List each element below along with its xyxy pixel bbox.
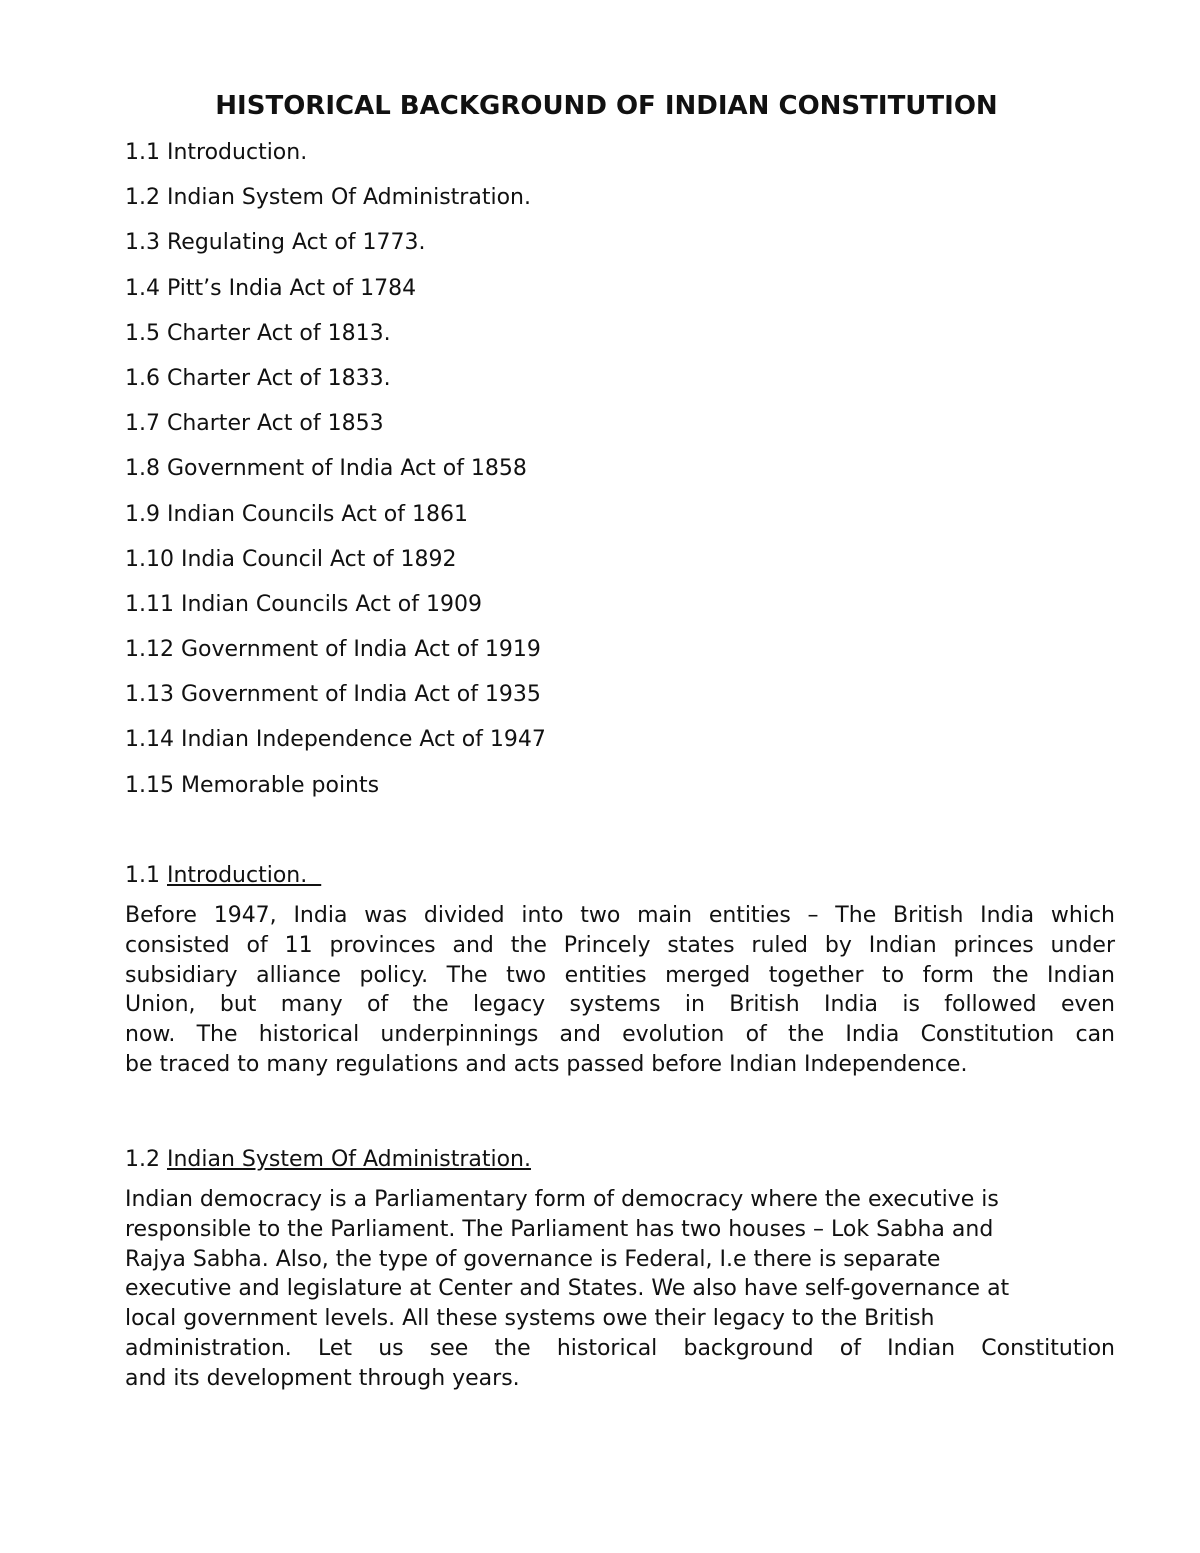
paragraph-line: administration. Let us see the historical background of Indian Constitution <box>125 1335 1115 1361</box>
toc-item: 1.14 Indian Independence Act of 1947 <box>125 727 546 753</box>
paragraph-line: responsible to the Parliament. The Parliament has two houses – Lok Sabha and <box>125 1216 994 1242</box>
paragraph-line: executive and legislature at Center and States. We also have self-governance at <box>125 1276 1010 1302</box>
paragraph-line: local government levels. All these systems owe their legacy to the British <box>125 1306 935 1332</box>
document-title: HISTORICAL BACKGROUND OF INDIAN CONSTITUTION <box>215 91 998 121</box>
section-heading-title: Indian System Of Administration. <box>167 1147 531 1172</box>
toc-item: 1.9 Indian Councils Act of 1861 <box>125 501 468 527</box>
paragraph-line: Rajya Sabha. Also, the type of governance is Federal, I.e there is separate <box>125 1246 941 1272</box>
toc-item: 1.8 Government of India Act of 1858 <box>125 456 527 482</box>
paragraph-line: Indian democracy is a Parliamentary form of democracy where the executive is <box>125 1187 999 1212</box>
toc-item: 1.2 Indian System Of Administration. <box>125 185 531 211</box>
toc-item: 1.15 Memorable points <box>125 772 380 798</box>
paragraph-line: Before 1947, India was divided into two main entities – The British India which <box>125 903 1115 928</box>
section-indian-system-of-administration <box>125 1143 1115 1394</box>
section-introduction <box>125 859 1115 1080</box>
toc-item: 1.5 Charter Act of 1813. <box>125 320 391 346</box>
toc-item: 1.10 India Council Act of 1892 <box>125 546 457 572</box>
toc-item: 1.12 Government of India Act of 1919 <box>125 637 541 663</box>
toc-item: 1.3 Regulating Act of 1773. <box>125 230 426 256</box>
paragraph-line: consisted of 11 provinces and the Princely states ruled by Indian princes under <box>125 932 1115 958</box>
toc-item: 1.4 Pitt’s India Act of 1784 <box>125 275 417 301</box>
toc-item: 1.13 Government of India Act of 1935 <box>125 682 541 708</box>
section-paragraph <box>125 901 1115 1080</box>
section-number: 1.1 <box>125 863 160 888</box>
toc-item: 1.11 Indian Councils Act of 1909 <box>125 591 482 617</box>
paragraph-line: Union, but many of the legacy systems in British India is followed even <box>125 992 1115 1018</box>
paragraph-line: and its development through years. <box>125 1365 520 1391</box>
toc-item: 1.6 Charter Act of 1833. <box>125 365 391 391</box>
toc-item: 1.1 Introduction. <box>125 140 308 165</box>
section-number: 1.2 <box>125 1147 160 1172</box>
section-heading <box>125 1143 1115 1177</box>
paragraph-line: subsidiary alliance policy. The two entities merged together to form the Indian <box>125 962 1115 988</box>
paragraph-line: be traced to many regulations and acts passed before Indian Independence. <box>125 1051 968 1077</box>
table-of-contents <box>125 136 546 814</box>
section-heading-title: Introduction. <box>167 863 322 888</box>
toc-item: 1.7 Charter Act of 1853 <box>125 411 384 437</box>
section-heading <box>125 859 1115 893</box>
paragraph-line: now. The historical underpinnings and evolution of the India Constitution can <box>125 1022 1115 1048</box>
section-paragraph <box>125 1185 1115 1394</box>
